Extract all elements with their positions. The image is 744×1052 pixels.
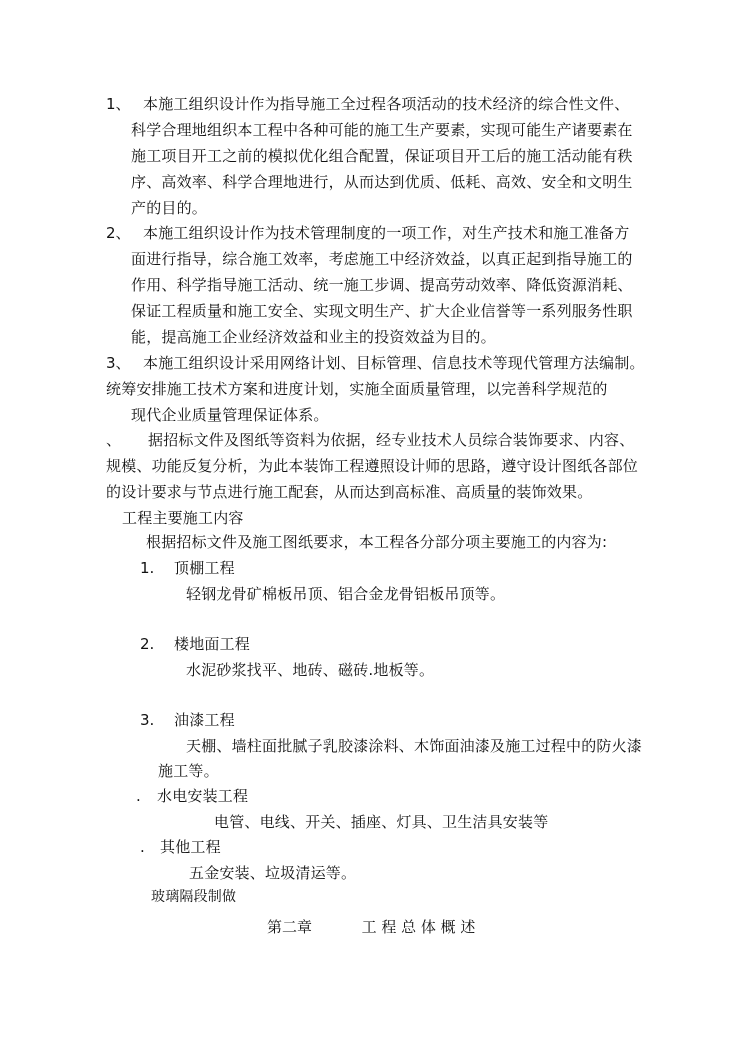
paragraph-line: 本施工组织设计作为技术管理制度的一项工作，对生产技术和施工准备方 (143, 224, 630, 242)
paragraph-line: 本施工组织设计作为指导施工全过程各项活动的技术经济的综合性文件、 (143, 95, 630, 113)
item-title: 顶棚工程 (174, 559, 235, 577)
paragraph-line: 能，提高施工企业经济效益和业主的投资效益为目的。 (131, 328, 496, 346)
chapter-number: 第二章 (267, 918, 313, 936)
item-number: . (140, 838, 145, 856)
paragraph-line: 产的目的。 (131, 199, 208, 217)
paragraph-line: 科学合理地组织本工程中各种可能的施工生产要素，实现可能生产诸要素在 (131, 121, 633, 139)
paragraph-number: 2、 (106, 224, 131, 242)
paragraph-line: 面进行指导，综合施工效率，考虑施工中经济效益，以真正起到指导施工的 (131, 250, 633, 268)
paragraph-number: 1、 (106, 95, 131, 113)
section-heading: 工程主要施工内容 (122, 509, 244, 527)
extra-item: 玻璃隔段制做 (151, 889, 237, 905)
paragraph-number: 、 (106, 431, 122, 449)
item-description: 施工等。 (158, 762, 219, 780)
paragraph-line: 现代企业质量管理保证体系。 (131, 406, 329, 424)
paragraph-line: 统筹安排施工技术方案和进度计划，实施全面质量管理，以完善科学规范的 (106, 380, 608, 398)
paragraph-line: 规模、功能反复分析，为此本装饰工程遵照设计师的思路，遵守设计图纸各部位 (106, 457, 639, 475)
item-description: 水泥砂浆找平、地砖、磁砖.地板等。 (186, 661, 435, 679)
chapter-title (267, 917, 475, 937)
item-title: 其他工程 (160, 838, 221, 856)
paragraph-line: 序、高效率、科学合理地进行，从而达到优质、低耗、高效、安全和文明生 (131, 173, 633, 191)
item-number: 2. (140, 635, 155, 653)
section-intro: 根据招标文件及施工图纸要求，本工程各分部分项主要施工的内容为: (146, 533, 608, 551)
item-number: 3. (140, 711, 155, 729)
paragraph-line: 的设计要求与节点进行施工配套，从而达到高标准、高质量的装饰效果。 (106, 483, 593, 501)
item-number: 1. (140, 559, 155, 577)
paragraph-line: 本施工组织设计采用网络计划、目标管理、信息技术等现代管理方法编制。 (143, 354, 645, 372)
item-description: 天棚、墙柱面批腻子乳胶漆涂料、木饰面油漆及施工过程中的防火漆 (186, 737, 643, 755)
item-description: 电管、电线、开关、插座、灯具、卫生洁具安装等 (214, 813, 549, 831)
paragraph-line: 据招标文件及图纸等资料为依据，经专业技术人员综合装饰要求、内容、 (148, 431, 635, 449)
paragraph-line: 施工项目开工之前的模拟优化组合配置，保证项目开工后的施工活动能有秩 (131, 147, 633, 165)
item-title: 水电安装工程 (157, 787, 249, 805)
item-number: . (136, 787, 141, 805)
paragraph-number: 3、 (106, 354, 131, 372)
paragraph-line: 作用、科学指导施工活动、统一施工步调、提高劳动效率、降低资源消耗、 (131, 276, 633, 294)
item-title: 楼地面工程 (174, 635, 251, 653)
item-description: 轻钢龙骨矿棉板吊顶、铝合金龙骨铝板吊顶等。 (186, 585, 506, 603)
chapter-name: 工 程 总 体 概 述 (361, 918, 476, 936)
item-description: 五金安装、垃圾清运等。 (189, 864, 357, 882)
item-title: 油漆工程 (174, 711, 235, 729)
paragraph-line: 保证工程质量和施工安全、实现文明生产、扩大企业信誉等一系列服务性职 (131, 302, 633, 320)
